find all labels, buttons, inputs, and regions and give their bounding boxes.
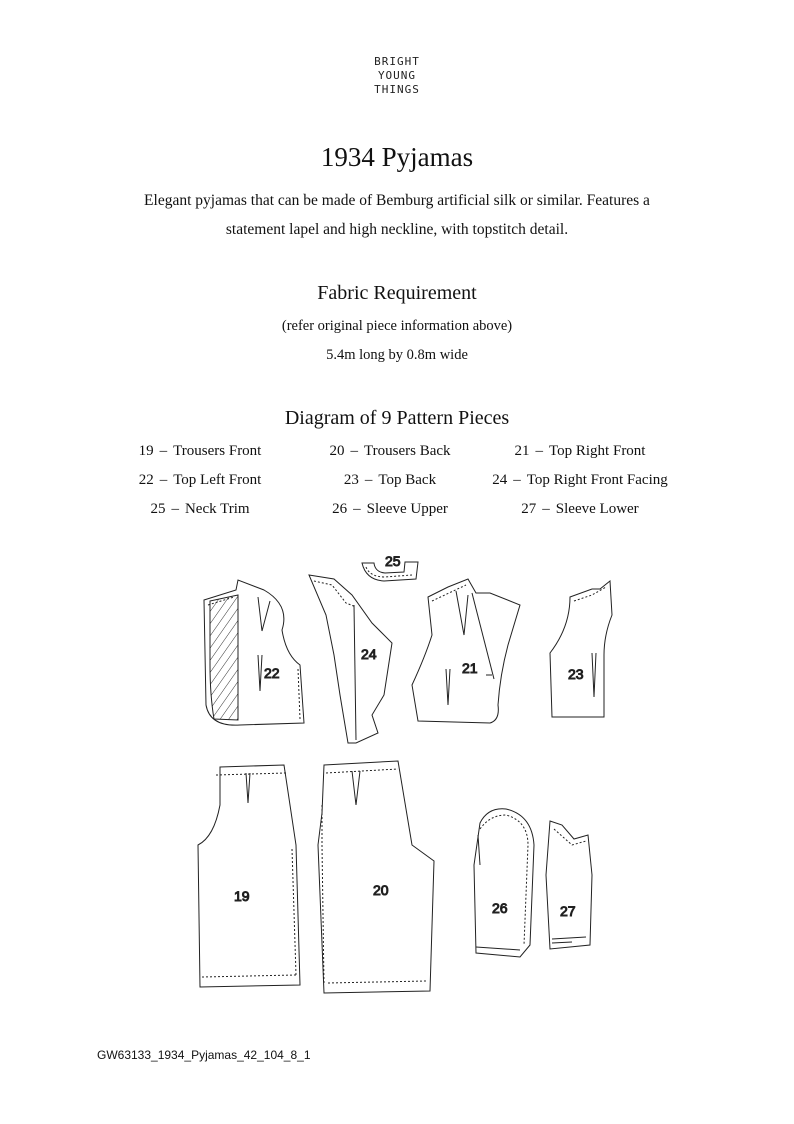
piece-label-23: 23 bbox=[568, 666, 584, 682]
piece-row bbox=[105, 443, 705, 472]
pattern-piece-list bbox=[105, 443, 705, 530]
piece-25-neck-trim bbox=[362, 553, 418, 581]
piece-19-trousers-front bbox=[198, 765, 300, 987]
pattern-diagram bbox=[0, 545, 794, 1015]
piece-entry: 25 – Neck Trim bbox=[150, 501, 250, 517]
piece-label-25: 25 bbox=[385, 553, 401, 569]
piece-24-top-right-front-facing bbox=[309, 575, 392, 743]
fabric-heading: Fabric Requirement bbox=[317, 282, 477, 304]
piece-label-22: 22 bbox=[264, 665, 280, 681]
piece-label-27: 27 bbox=[560, 903, 576, 919]
logo-line-1: BRIGHT bbox=[374, 55, 420, 68]
piece-26-sleeve-upper bbox=[474, 809, 534, 957]
piece-entry: 19 – Trousers Front bbox=[138, 443, 262, 459]
fabric-size: 5.4m long by 0.8m wide bbox=[326, 347, 468, 363]
piece-label-26: 26 bbox=[492, 900, 508, 916]
document-code: GW63133_1934_Pyjamas_42_104_8_1 bbox=[97, 1048, 311, 1062]
piece-entry: 22 – Top Left Front bbox=[138, 472, 262, 488]
piece-entry: 20 – Trousers Back bbox=[329, 443, 451, 459]
logo-line-3: THINGS bbox=[374, 83, 420, 96]
piece-label-20: 20 bbox=[373, 882, 389, 898]
logo-line-2: YOUNG bbox=[377, 69, 417, 82]
piece-label-24: 24 bbox=[361, 646, 377, 662]
piece-entry: 27 – Sleeve Lower bbox=[521, 501, 639, 517]
diagram-heading: Diagram of 9 Pattern Pieces bbox=[284, 407, 510, 429]
page-title: 1934 Pyjamas bbox=[320, 142, 474, 172]
description bbox=[97, 186, 697, 244]
piece-20-trousers-back bbox=[318, 761, 434, 993]
piece-entry: 26 – Sleeve Upper bbox=[332, 501, 448, 517]
piece-27-sleeve-lower bbox=[546, 821, 592, 949]
brand-logo bbox=[347, 55, 447, 97]
piece-row bbox=[105, 472, 705, 501]
piece-label-21: 21 bbox=[462, 660, 478, 676]
description-line-1: Elegant pyjamas that can be made of Bemburg artificial silk or similar. Features a bbox=[144, 192, 650, 209]
fabric-note: (refer original piece information above) bbox=[281, 318, 513, 334]
piece-row bbox=[105, 501, 705, 530]
piece-entry: 21 – Top Right Front bbox=[514, 443, 646, 459]
piece-entry: 23 – Top Back bbox=[343, 472, 437, 488]
piece-22-top-left-front bbox=[204, 580, 304, 725]
piece-23-top-back bbox=[550, 581, 612, 717]
piece-label-19: 19 bbox=[234, 888, 250, 904]
description-line-2: statement lapel and high neckline, with topstitch detail. bbox=[225, 221, 569, 238]
piece-entry: 24 – Top Right Front Facing bbox=[492, 472, 668, 488]
piece-21-top-right-front bbox=[412, 579, 520, 723]
